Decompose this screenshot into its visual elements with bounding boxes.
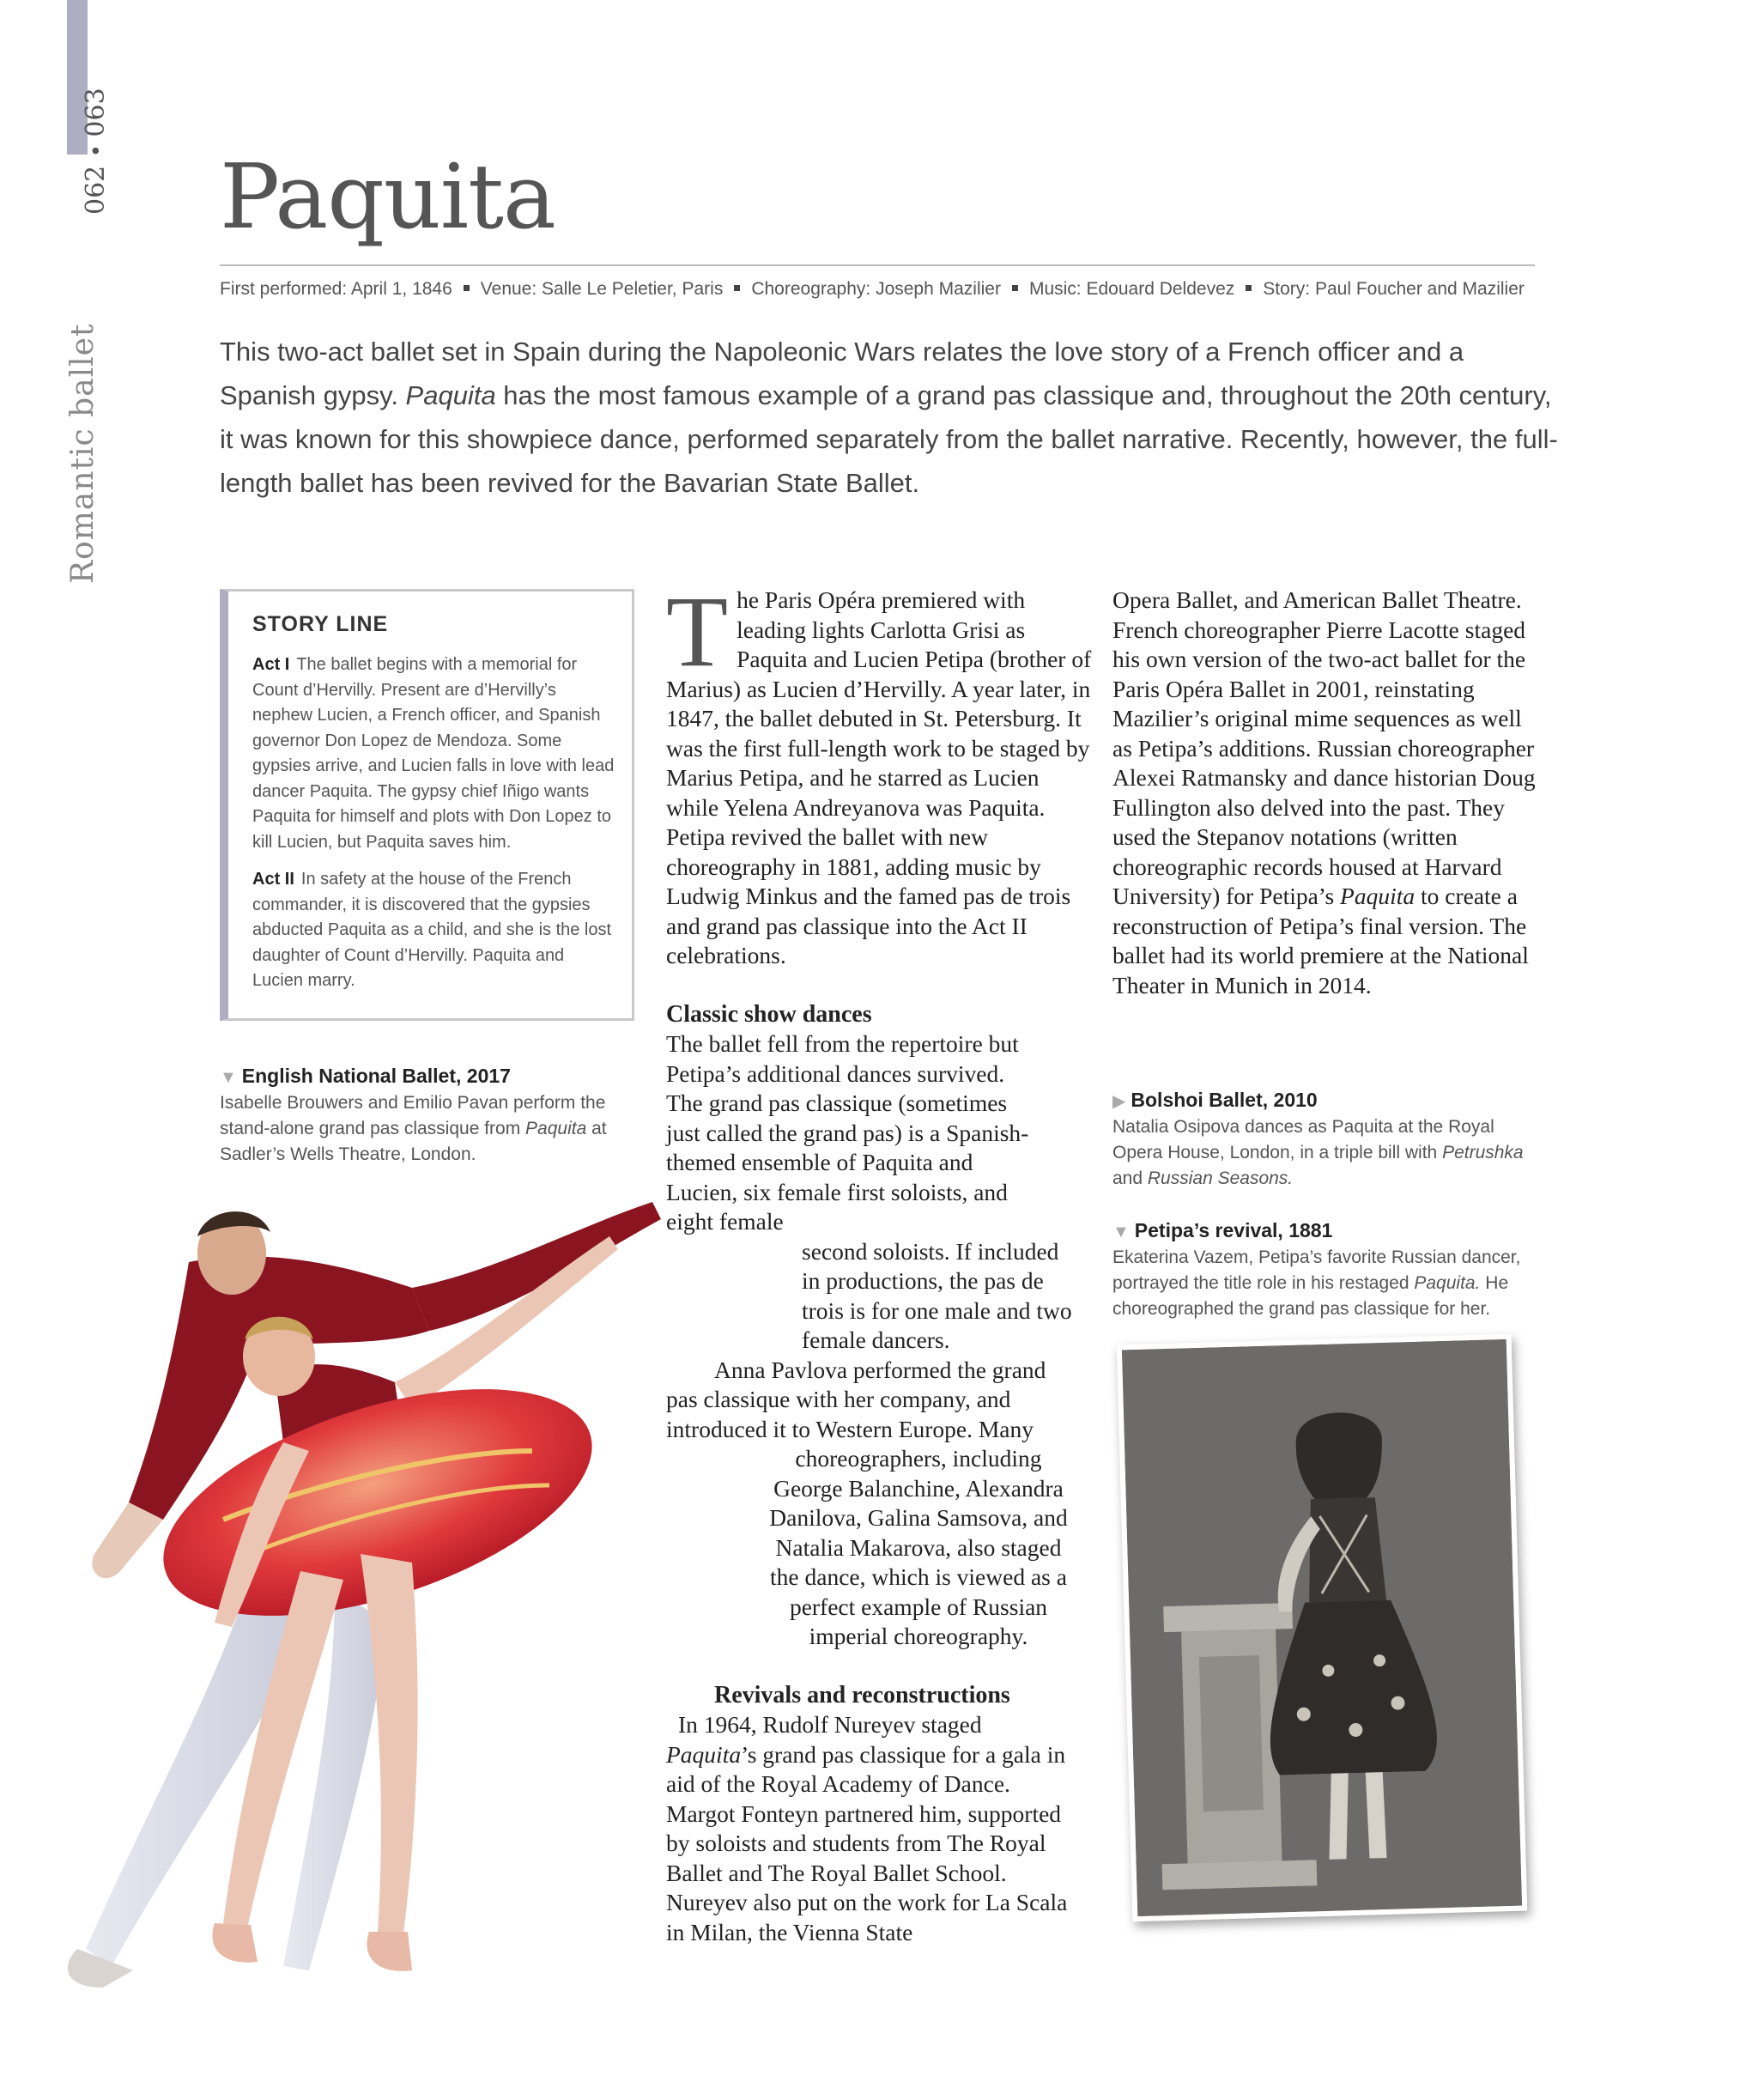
intro-text: has the most famous example of a grand pas classique and, throughout the 20th century, it was known for this showpiece dance, performed separately from the ballet narrative. Recently, however, the full-length ballet has been revived for the Bavarian State Ballet. (220, 380, 1558, 498)
storyline-act2 (252, 867, 616, 994)
folio-left: 062 (81, 165, 111, 215)
act1-label: Act I (252, 655, 290, 674)
caption-text: Isabelle Brouwers and Emilio Pavan perform the stand-alone grand pas classique from (220, 1093, 606, 1138)
caption-title: English National Ballet, 2017 (241, 1065, 511, 1087)
act2-text: In safety at the house of the French commander, it is discovered that the gypsies abducted Paquita as a child, and she is the lost daughter of Count d’Hervilly. Paquita and Lucien marry. (252, 870, 612, 990)
heading-classic-show-dances: Classic show dances (666, 1000, 872, 1028)
col2-paragraph-4 (666, 1710, 1070, 1947)
caption-title: Bolshoi Ballet, 2010 (1131, 1089, 1318, 1111)
col3-text: Opera Ballet, and American Ballet Theatre. French choreographer Pierre Lacotte staged his own version of the two-act ballet for the Paris Opéra Ballet in 2001, reinstating Mazilier’s original mime sequences as well as Petipa’s additions. Russian choreographer Alexei Ratmansky and dance historian Doug Fullington also delved into the past. They used the Stepanov notations (written choreographic records housed at Harvard University) for Petipa’s (1112, 586, 1536, 909)
meta-separator (1012, 285, 1018, 291)
caption-italic: Paquita (525, 1119, 587, 1138)
caption-italic: Petrushka (1442, 1143, 1524, 1162)
triangle-right-icon: ▶ (1112, 1092, 1126, 1111)
col2-paragraph-3b: choreographers, including George Balanchine, Alexandra Danilova, Galina Samsova, and Natalia Makarova, also staged the dance, which is viewed as a perfect example of Russian imperial choreography. (769, 1445, 1068, 1649)
drop-cap: T (666, 575, 729, 688)
caption-petipa (1112, 1217, 1533, 1322)
caption-text: at Sadler’s Wells Theatre, London. (220, 1119, 607, 1164)
caption-text: He choreographed the grand pas classique for her. (1112, 1273, 1509, 1319)
folio-right: 063 (81, 88, 111, 137)
page-title: Paquita (220, 144, 555, 249)
meta-first-performed: First performed: April 1, 1846 (220, 279, 452, 299)
vazem-photo (1117, 1334, 1528, 1922)
caption-text: and (1112, 1168, 1148, 1188)
col2-text: In 1964, Rudolf Nureyev staged (678, 1711, 982, 1738)
vazem-photo-image (1122, 1339, 1522, 1916)
caption-text: Ekaterina Vazem, Petipa’s favorite Russian dancer, portrayed the title role in his restaged (1112, 1247, 1521, 1293)
meta-separator (464, 285, 470, 291)
col2-paragraph-3a: Anna Pavlova performed the grand pas classique with her company, and introduced it to Western Europe. Many (666, 1356, 1046, 1442)
caption-title: Petipa’s revival, 1881 (1134, 1219, 1333, 1241)
title-rule (220, 264, 1535, 266)
triangle-down-icon: ▼ (1112, 1223, 1130, 1241)
meta-separator (734, 285, 740, 291)
col2-paragraph-1 (666, 575, 1095, 971)
meta-choreography: Choreography: Joseph Mazilier (751, 279, 1001, 299)
col2-text: he Paris Opéra premiered with leading lights Carlotta Grisi as Paquita and Lucien Petipa (brother of Marius) as Lucien d’Hervilly. A year later, in 1847, the ballet debuted in St. Petersburg. It was the first full-length work to be staged by Marius Petipa, and he starred as Lucien while Yelena Andreyanova was Paquita. Petipa revived the ballet with new choreography in 1881, adding music by Ludwig Minkus and the famed pas de trois and grand pas classique into the Act II celebrations. (666, 586, 1092, 968)
col2-paragraph-2b: second soloists. If included in productions, the pas de trois is for one male and two female dancers. (802, 1237, 1072, 1353)
meta-venue: Venue: Salle Le Peletier, Paris (480, 279, 724, 299)
caption-italic: Paquita. (1414, 1273, 1481, 1293)
heading-revivals: Revivals and reconstructions (714, 1681, 1010, 1709)
storyline-heading: STORY LINE (252, 612, 389, 636)
intro-paragraph (220, 330, 1559, 505)
intro-italic: Paquita (405, 380, 496, 410)
intro-text: This two-act ballet set in Spain during the Napoleonic Wars relates the love story of a French officer and a Spanish gypsy. (220, 337, 1464, 410)
meta-story: Story: Paul Foucher and Mazilier (1263, 279, 1525, 299)
page-folio (81, 88, 111, 215)
col3-paragraph-1 (1112, 586, 1542, 1000)
body-column-3 (1112, 586, 1542, 1000)
storyline-box (220, 589, 634, 1021)
caption-eno (220, 1063, 632, 1168)
section-label: Romantic ballet (65, 323, 100, 584)
body-column-2 (666, 575, 1095, 1947)
storyline-act1 (252, 652, 616, 855)
act1-text: The ballet begins with a memorial for Count d’Hervilly. Present are d’Hervilly’s nephew Lucien, a French officer, and Spanish governor Don Lopez de Mendoza. Some gypsies arrive, and Lucien falls in love with lead dancer Paquita. The gypsy chief Iñigo wants Paquita for himself and plots with Don Lopez to kill Lucien, but Paquita saves him. (252, 655, 615, 852)
dancers-photo (52, 1193, 670, 2052)
meta-music: Music: Edouard Deldevez (1028, 279, 1235, 299)
caption-italic: Russian Seasons. (1147, 1168, 1294, 1188)
folio-dot: • (84, 137, 110, 158)
col2-paragraph-2: The ballet fell from the repertoire but Petipa’s additional dances survived. The grand pas classique (sometimes just called the grand pas) is a Spanish-themed ensemble of Paquita and Lucien, six female first soloists, and eight female (666, 1030, 1029, 1235)
col2-italic: Paquita (666, 1740, 742, 1768)
performance-meta (220, 279, 1559, 300)
col3-text: to create a reconstruction of Petipa’s final version. The ballet had its world premiere at the National Theater in Munich in 2014. (1112, 883, 1529, 998)
caption-bolshoi (1112, 1087, 1533, 1192)
triangle-down-icon: ▼ (220, 1068, 237, 1087)
meta-separator (1246, 285, 1252, 291)
caption-text: Natalia Osipova dances as Paquita at the Royal Opera House, London, in a triple bill with (1112, 1117, 1494, 1162)
col3-italic: Paquita (1340, 883, 1415, 909)
act2-label: Act II (252, 870, 294, 889)
col2-text: ’s grand pas classique for a gala in aid of the Royal Academy of Dance. Margot Fonteyn partnered him, supported by soloists and students from The Royal Ballet and The Royal Ballet School. Nureyev also put on the work for La Scala in Milan, the Vienna State (666, 1740, 1068, 1945)
